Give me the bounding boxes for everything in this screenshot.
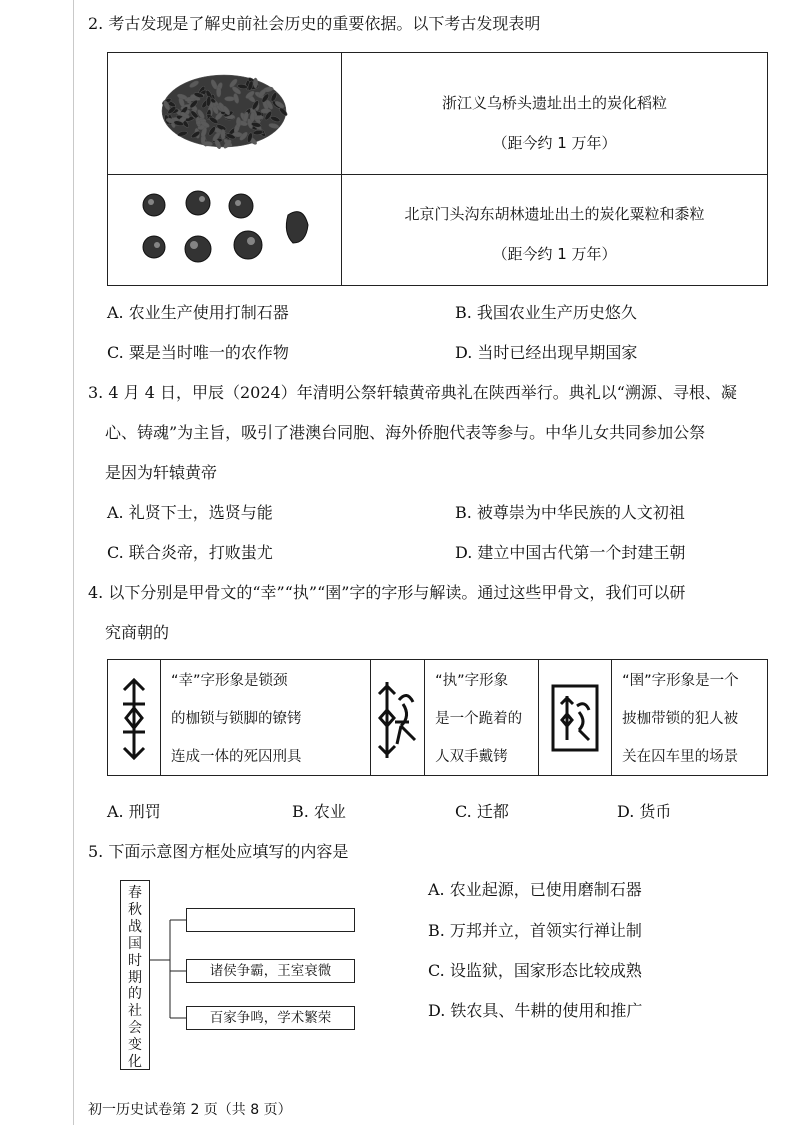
- root-char: 期: [128, 969, 142, 986]
- root-char: 变: [128, 1037, 142, 1054]
- q4-xing-line3: 连成一体的死囚刑具: [171, 749, 302, 765]
- q5-branch-box-2: 诸侯争霸，王室衰微: [186, 959, 355, 983]
- q4-option-c[interactable]: C. 迁都: [455, 802, 509, 821]
- q5-option-d[interactable]: D. 铁农具、牛耕的使用和推广: [428, 1001, 643, 1020]
- q4-stem-line1: 4. 以下分别是甲骨文的“幸”“执”“圉”字的字形与解读。通过这些甲骨文，我们可以研: [88, 583, 686, 602]
- page-binding-rule: [73, 0, 74, 1125]
- q3-option-c[interactable]: C. 联合炎帝，打败蚩尤: [107, 543, 273, 562]
- q4-yu-line3: 关在囚车里的场景: [622, 749, 739, 765]
- q2-row2-text: [342, 175, 768, 286]
- root-char: 的: [128, 986, 142, 1003]
- q3-stem-line1: 3. 4 月 4 日，甲辰（2024）年清明公祭轩辕黄帝典礼在陕西举行。典礼以“溯源、寻根、凝: [88, 383, 737, 402]
- q5-diagram-root-box: [120, 880, 150, 1070]
- q4-option-b[interactable]: B. 农业: [292, 802, 346, 821]
- q5-blank-box[interactable]: [186, 908, 355, 932]
- root-char: 国: [128, 935, 142, 952]
- rice-grains-image: [108, 53, 342, 175]
- root-char: 化: [128, 1054, 142, 1071]
- q4-xing-line1: “幸”字形象是锁颈: [171, 673, 288, 689]
- rice-grain: [236, 117, 241, 127]
- table-row: [108, 53, 768, 175]
- q4-cell-xing-text: [161, 660, 371, 775]
- q3-stem-line3: 是因为轩辕黄帝: [105, 463, 218, 482]
- q2-row1-line2: （距今约 1 万年）: [492, 133, 617, 152]
- q2-table: [107, 52, 768, 286]
- q2-row2-line1: 北京门头沟东胡林遗址出土的炭化粟粒和黍粒: [404, 205, 705, 223]
- q4-cell-yu-text: [612, 660, 767, 775]
- root-char: 春: [128, 885, 142, 901]
- root-char: 社: [128, 1003, 142, 1020]
- q5-stem: 5. 下面示意图方框处应填写的内容是: [88, 842, 349, 861]
- q4-option-a[interactable]: A. 刑罚: [107, 802, 161, 821]
- q5-diagram-connectors: [150, 900, 190, 1030]
- rice-grain: [216, 87, 221, 97]
- q4-cell-zhi-text: [425, 660, 539, 775]
- q2-row2-line2: （距今约 1 万年）: [492, 245, 617, 263]
- q4-stem-line2: 究商朝的: [105, 623, 170, 642]
- q4-yu-line1: “圉”字形象是一个: [622, 673, 739, 689]
- q5-branch-box-3: 百家争鸣，学术繁荣: [186, 1006, 355, 1030]
- millet-grains-illustration: [108, 175, 340, 281]
- root-char: 战: [128, 918, 142, 935]
- q3-option-b[interactable]: B. 被尊崇为中华民族的人文初祖: [455, 503, 685, 522]
- q4-oracle-table: [107, 659, 768, 776]
- rice-grain: [253, 78, 257, 88]
- root-char: 会: [128, 1020, 142, 1037]
- q4-zhi-line3: 人双手戴铐: [435, 749, 508, 765]
- q5-option-b[interactable]: B. 万邦并立，首领实行禅让制: [428, 921, 642, 940]
- millet-grains-image: [108, 175, 342, 286]
- q2-option-c[interactable]: C. 粟是当时唯一的农作物: [107, 343, 289, 362]
- rice-grains-illustration: [108, 53, 340, 170]
- q4-xing-line2: 的枷锁与锁脚的镣铐: [171, 711, 302, 727]
- q4-option-d[interactable]: D. 货币: [617, 802, 672, 821]
- q3-option-a[interactable]: A. 礼贤下士，选贤与能: [107, 503, 273, 522]
- q4-zhi-line2: 是一个跪着的: [435, 711, 523, 727]
- q3-stem-line2: 心、铸魂”为主旨，吸引了港澳台同胞、海外侨胞代表等参与。中华儿女共同参加公祭: [105, 423, 706, 442]
- q2-option-b[interactable]: B. 我国农业生产历史悠久: [455, 303, 637, 322]
- rice-grain: [225, 97, 235, 101]
- oracle-zhi-glyph-icon: [371, 660, 425, 775]
- q5-option-a[interactable]: A. 农业起源，已使用磨制石器: [428, 880, 642, 899]
- q2-row1-text: [342, 53, 768, 175]
- root-char: 时: [128, 952, 142, 969]
- q2-option-a[interactable]: A. 农业生产使用打制石器: [107, 303, 289, 322]
- oracle-xing-glyph-icon: [108, 660, 161, 775]
- q2-stem: 2. 考古发现是了解史前社会历史的重要依据。以下考古发现表明: [88, 14, 541, 33]
- table-row: [108, 175, 768, 286]
- page-footer: 初一历史试卷第 2 页（共 8 页）: [88, 1102, 292, 1118]
- q2-option-d[interactable]: D. 当时已经出现早期国家: [455, 343, 638, 362]
- q4-yu-line2: 披枷带锁的犯人被: [622, 711, 739, 727]
- q3-option-d[interactable]: D. 建立中国古代第一个封建王朝: [455, 543, 686, 562]
- q4-zhi-line1: “执”字形象: [435, 673, 509, 689]
- oracle-yu-glyph-icon: [539, 660, 612, 775]
- root-char: 秋: [128, 901, 142, 918]
- q5-option-c[interactable]: C. 设监狱，国家形态比较成熟: [428, 961, 642, 980]
- q2-row1-line1: 浙江义乌桥头遗址出土的炭化稻粒: [441, 93, 667, 112]
- rice-grain: [221, 129, 226, 139]
